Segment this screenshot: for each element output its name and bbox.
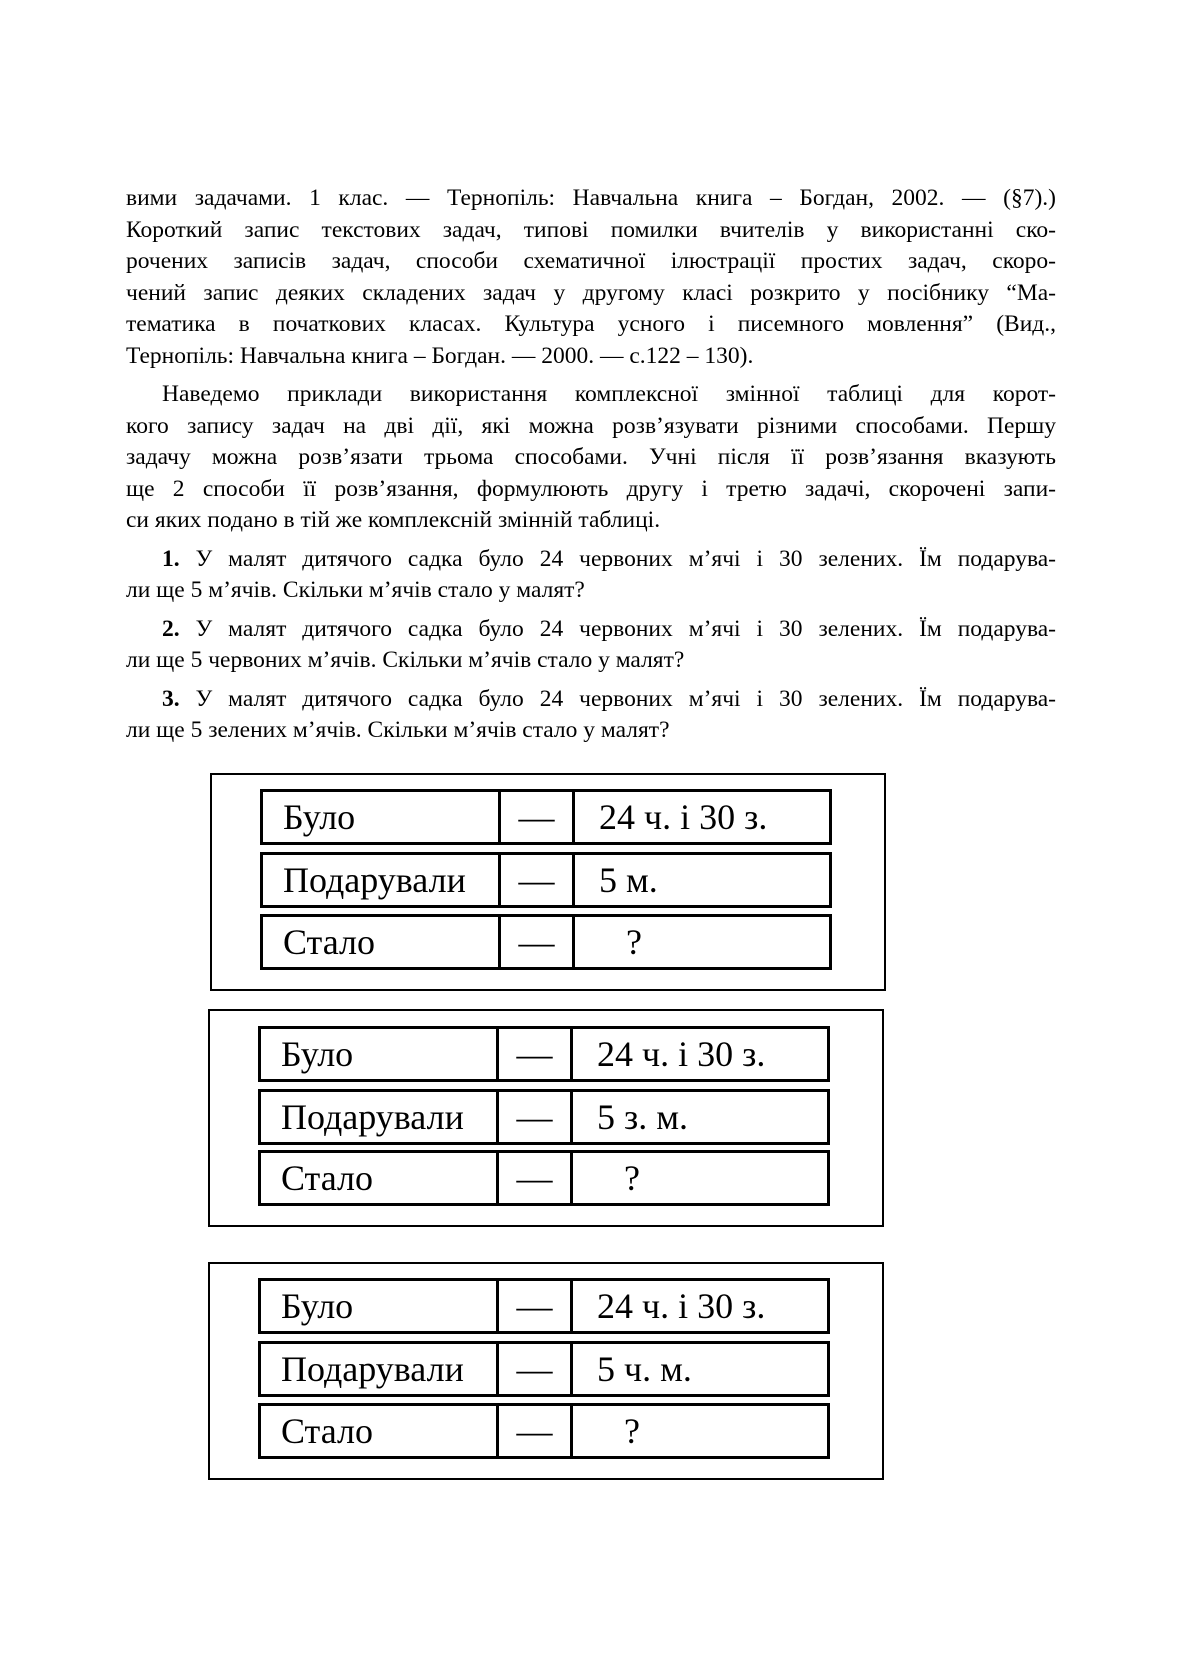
problem-number: 1. [162,545,180,572]
row-label: Стало [261,1153,499,1203]
table-row-stalo [258,1150,830,1206]
body-text [126,183,1056,747]
row-value: 24 ч. і 30 з. [597,1286,766,1326]
row-dash: — [501,855,575,905]
table-row-stalo [260,914,832,970]
text-line: ще 2 способи її розв’язання, формулюють другу і третю задачі, скорочені запи- [126,475,1056,502]
text-line: Наведемо приклади використання комплексної змінної таблиці для корот- [162,381,1056,407]
paragraph-references [126,183,1056,372]
row-value: ? [597,1411,640,1451]
text-line: вими задачами. 1 клас. — Тернопіль: Навчальна книга – Богдан, 2002. — (§7).) [126,185,1056,211]
row-dash: — [499,1406,573,1456]
row-label: Подарували [263,855,501,905]
problem-line: 1. У малят дитячого садка було 24 червоних м’ячі і 30 зелених. Їм подарува- [162,545,1056,572]
row-dash: — [499,1092,573,1142]
row-label: Було [261,1029,499,1079]
row-value: ? [599,922,642,962]
row-label: Було [261,1281,499,1331]
row-label: Стало [261,1406,499,1456]
row-dash: — [499,1281,573,1331]
text-line: кого запису задач на дві дії, які можна розв’язувати різними способами. Першу [126,412,1056,439]
text-line: рочених записів задач, способи схематичної ілюстрації простих задач, скоро- [126,248,1056,274]
row-value: 24 ч. і 30 з. [599,797,768,837]
row-value: 5 м. [599,860,658,900]
row-value: ? [597,1158,640,1198]
problem-line: ли ще 5 червоних м’ячів. Скільки м’ячів стало у малят? [126,647,685,673]
row-dash: — [499,1153,573,1203]
table-row-podaruvaly [260,852,832,908]
row-value: 5 з. м. [597,1097,689,1137]
row-dash: — [501,792,575,842]
table-row-podaruvaly [258,1341,830,1397]
problem-2 [126,614,1056,677]
table-row-bulo [258,1026,830,1082]
row-label: Було [263,792,501,842]
row-value: 24 ч. і 30 з. [597,1034,766,1074]
paragraph-examples [126,379,1056,537]
row-dash: — [499,1344,573,1394]
table-row-stalo [258,1403,830,1459]
problem-1 [126,544,1056,607]
row-label: Подарували [261,1344,499,1394]
text-line: задачу можна розв’язати трьома способами. Учні після її розв’язання вказують [126,444,1056,470]
text-line: чений запис деяких складених задач у другому класі розкрито у посібнику “Ма- [126,279,1056,306]
table-row-podaruvaly [258,1089,830,1145]
row-dash: — [501,917,575,967]
text-line: Тернопіль: Навчальна книга – Богдан. — 2000. — с.122 – 130). [126,342,754,369]
problem-line: ли ще 5 зелених м’ячів. Скільки м’ячів стало у малят? [126,717,670,743]
problem-number: 3. [162,685,180,712]
text-line: тематика в початкових класах. Культура усного і писемного мовлення” (Вид., [126,311,1056,337]
table-row-bulo [260,789,832,845]
text-line: си яких подано в тій же комплексній змінній таблиці. [126,507,661,533]
problem-line: 3. У малят дитячого садка було 24 червоних м’ячі і 30 зелених. Їм подарува- [162,685,1056,712]
problem-3 [126,684,1056,747]
row-label: Подарували [261,1092,499,1142]
problem-line: ли ще 5 м’ячів. Скільки м’ячів стало у малят? [126,577,585,603]
row-dash: — [499,1029,573,1079]
text-line: Короткий запис текстових задач, типові помилки вчителів у використанні ско- [126,216,1056,243]
problem-line: 2. У малят дитячого садка було 24 червоних м’ячі і 30 зелених. Їм подарува- [162,615,1056,642]
table-row-bulo [258,1278,830,1334]
problem-number: 2. [162,615,180,642]
row-value: 5 ч. м. [597,1349,692,1389]
row-label: Стало [263,917,501,967]
